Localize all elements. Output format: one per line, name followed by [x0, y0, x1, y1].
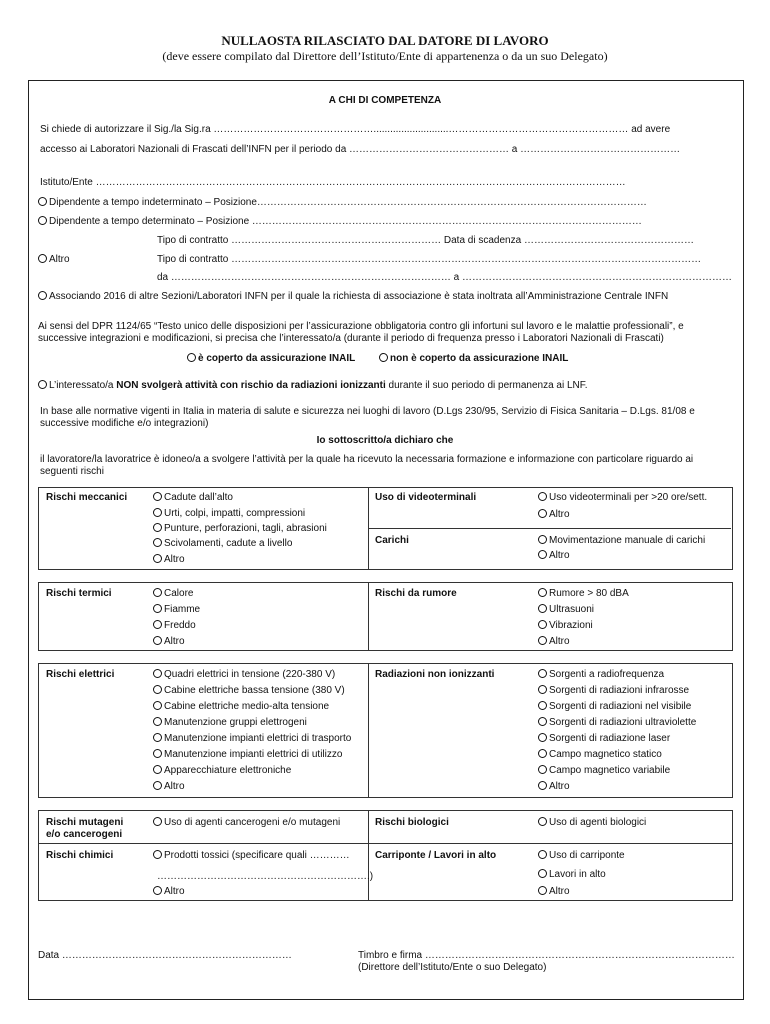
option-non-ionizzanti-1[interactable]: Sorgenti di radiazioni infrarosse — [538, 685, 689, 697]
radio-icon[interactable] — [538, 886, 547, 895]
table-divider — [368, 663, 369, 797]
label-rischi-rumore: Rischi da rumore — [375, 588, 457, 599]
document-subtitle: (deve essere compilato dal Direttore dell’Istituto/Ente di appartenenza o da un suo Delegato) — [162, 49, 608, 63]
option-non-ionizzanti-2[interactable]: Sorgenti di radiazioni nel visibile — [538, 701, 691, 713]
signature-field: Timbro e firma ………………………………………………………………………………… — [358, 950, 735, 961]
option-elettrici-2[interactable]: Cabine elettriche medio-alta tensione — [153, 701, 329, 713]
option-elettrici-0[interactable]: Quadri elettrici in tensione (220-380 V) — [153, 669, 335, 681]
radio-icon[interactable] — [153, 508, 162, 517]
option-coperto-inail[interactable]: è coperto da assicurazione INAIL — [187, 353, 355, 365]
option-chimici-0[interactable]: Prodotti tossici (specificare quali ………… — [153, 850, 350, 862]
option-elettrici-3[interactable]: Manutenzione gruppi elettrogeni — [153, 717, 307, 729]
option-rumore-2[interactable]: Vibrazioni — [538, 620, 593, 632]
period-line: da ………………………………………………………………………… a ……………………………………………………………………… — [157, 272, 733, 283]
radio-icon[interactable] — [153, 886, 162, 895]
normative-line2: successive modifiche e/o integrazioni) — [40, 418, 209, 429]
option-meccanici-0[interactable]: Cadute dall’alto — [153, 492, 233, 504]
radio-icon[interactable] — [153, 554, 162, 563]
option-termici-0[interactable]: Calore — [153, 588, 193, 600]
section-heading: A CHI DI COMPETENZA — [328, 95, 442, 106]
radio-icon[interactable] — [38, 380, 47, 389]
radio-icon[interactable] — [153, 636, 162, 645]
normative-line1: In base alle normative vigenti in Italia in materia di salute e sicurezza nei luoghi di lavoro (D.Lgs 230/95, Servizio di Fisica Sanitaria – D.Lgs. 81/08 e — [40, 406, 695, 417]
table-divider — [368, 528, 731, 529]
label-carriponte: Carriponte / Lavori in alto — [375, 850, 497, 861]
radio-icon[interactable] — [153, 492, 162, 501]
option-rumore-3[interactable]: Altro — [538, 636, 570, 648]
option-termici-2[interactable]: Freddo — [153, 620, 196, 632]
label-rischi-chimici: Rischi chimici — [46, 850, 114, 861]
option-chimici-altro[interactable]: Altro — [153, 886, 185, 898]
option-biologici-0[interactable]: Uso di agenti biologici — [538, 817, 646, 829]
radio-icon[interactable] — [538, 620, 547, 629]
radio-icon[interactable] — [153, 538, 162, 547]
option-elettrici-5[interactable]: Manutenzione impianti elettrici di utilizzo — [153, 749, 342, 761]
radio-icon[interactable] — [538, 817, 547, 826]
option-dipendente-determinato[interactable]: Dipendente a tempo determinato – Posizione ……………………………………………………………………………………………………… — [38, 216, 642, 228]
radio-icon[interactable] — [538, 850, 547, 859]
radio-icon[interactable] — [379, 353, 388, 362]
option-meccanici-1[interactable]: Urti, colpi, impatti, compressioni — [153, 508, 305, 520]
option-videoterminali-1[interactable]: Altro — [538, 509, 570, 521]
option-non-radiazioni-ionizzanti[interactable]: L’interessato/a NON svolgerà attività con rischio da radiazioni ionizzanti durante il suo periodo di permanenza ai LNF. — [38, 380, 588, 392]
option-meccanici-4[interactable]: Altro — [153, 554, 185, 566]
option-elettrici-1[interactable]: Cabine elettriche bassa tensione (380 V) — [153, 685, 345, 697]
option-meccanici-3[interactable]: Scivolamenti, cadute a livello — [153, 538, 292, 550]
label-rischi-termici: Rischi termici — [46, 588, 112, 599]
option-non-coperto-inail[interactable]: non è coperto da assicurazione INAIL — [379, 353, 568, 365]
radio-icon[interactable] — [538, 781, 547, 790]
label-rischi-biologici: Rischi biologici — [375, 817, 449, 828]
radio-icon[interactable] — [153, 717, 162, 726]
label-rischi-mutageni-line2: e/o cancerogeni — [46, 829, 123, 840]
radio-icon[interactable] — [538, 636, 547, 645]
tipo-contratto-line: Tipo di contratto ……………………………………………………… Data di scadenza …………………………………………… — [157, 235, 694, 246]
dpr-paragraph-line2: successive integrazioni e modificazioni, si precisa che l’interessato/a (durante il periodo di frequenza presso i Laboratori Nazionali di Frascati) — [38, 333, 664, 344]
label-rischi-elettrici: Rischi elettrici — [46, 669, 115, 680]
radio-icon[interactable] — [538, 604, 547, 613]
radio-icon[interactable] — [153, 817, 162, 826]
radio-icon[interactable] — [38, 254, 47, 263]
option-rumore-1[interactable]: Ultrasuoni — [538, 604, 594, 616]
radio-icon[interactable] — [538, 685, 547, 694]
option-mutageni-0[interactable]: Uso di agenti cancerogeni e/o mutageni — [153, 817, 340, 829]
risk-table-3 — [38, 663, 733, 798]
radio-icon[interactable] — [538, 765, 547, 774]
label-rischi-meccanici: Rischi meccanici — [46, 492, 128, 503]
date-field: Data …………………………………………………………… — [38, 950, 292, 961]
option-termici-3[interactable]: Altro — [153, 636, 185, 648]
option-termici-1[interactable]: Fiamme — [153, 604, 200, 616]
option-elettrici-6[interactable]: Apparecchiature elettroniche — [153, 765, 291, 777]
option-associando[interactable]: Associando 2016 di altre Sezioni/Laboratori INFN per il quale la richiesta di associazione è stata inoltrata all’Amministrazione Centrale INFN — [38, 291, 668, 303]
option-elettrici-7[interactable]: Altro — [153, 781, 185, 793]
option-non-ionizzanti-4[interactable]: Sorgenti di radiazione laser — [538, 733, 670, 745]
radio-icon[interactable] — [153, 523, 162, 532]
tipo-contratto-altro-line: Tipo di contratto …………………………………………………………………………………………………………………………… — [157, 254, 702, 265]
radio-icon[interactable] — [538, 717, 547, 726]
institute-line: Istituto/Ente …………………………………………………………………………………………………………………………………………… — [40, 177, 626, 188]
label-rischi-mutageni: Rischi mutageni — [46, 817, 124, 828]
chimici-specify-line: ……………………………………………………….) — [157, 871, 374, 882]
dpr-paragraph-line1: Ai sensi del DPR 1124/65 “Testo unico delle disposizioni per l’assicurazione obbligatoria contro gli infortuni sul lavoro e le malattie professionali”, e — [38, 321, 684, 332]
option-meccanici-2[interactable]: Punture, perforazioni, tagli, abrasioni — [153, 523, 327, 535]
option-carriponte-1[interactable]: Lavori in alto — [538, 869, 606, 881]
table-divider — [368, 582, 369, 650]
radio-icon[interactable] — [153, 604, 162, 613]
option-non-ionizzanti-3[interactable]: Sorgenti di radiazioni ultraviolette — [538, 717, 696, 729]
option-carichi-1[interactable]: Altro — [538, 550, 570, 562]
idoneo-line1: il lavoratore/la lavoratrice è idoneo/a a svolgere l’attività per la quale ha ricevuto la necessaria formazione e informazione con particolare riguardo ai — [40, 454, 694, 465]
radio-icon[interactable] — [153, 701, 162, 710]
option-rumore-0[interactable]: Rumore > 80 dBA — [538, 588, 629, 600]
radio-icon[interactable] — [153, 588, 162, 597]
radio-icon[interactable] — [153, 685, 162, 694]
radio-icon[interactable] — [153, 749, 162, 758]
radio-icon[interactable] — [153, 850, 162, 859]
option-elettrici-4[interactable]: Manutenzione impianti elettrici di trasporto — [153, 733, 351, 745]
radio-icon[interactable] — [538, 869, 547, 878]
option-carriponte-2[interactable]: Altro — [538, 886, 570, 898]
label-radiazioni-non-ionizzanti: Radiazioni non ionizzanti — [375, 669, 495, 680]
document-title: NULLAOSTA RILASCIATO DAL DATORE DI LAVORO — [221, 33, 549, 48]
option-carriponte-0[interactable]: Uso di carriponte — [538, 850, 625, 862]
radio-icon[interactable] — [38, 197, 47, 206]
option-non-ionizzanti-0[interactable]: Sorgenti a radiofrequenza — [538, 669, 664, 681]
radio-icon[interactable] — [187, 353, 196, 362]
option-videoterminali-0[interactable]: Uso videoterminali per >20 ore/sett. — [538, 492, 707, 504]
radio-icon[interactable] — [538, 550, 547, 559]
radio-icon[interactable] — [538, 733, 547, 742]
idoneo-line2: seguenti rischi — [40, 466, 104, 477]
radio-icon[interactable] — [153, 733, 162, 742]
access-line: accesso ai Laboratori Nazionali di Frascati dell’INFN per il periodo da ………………………………………… a ………………………………………… — [40, 144, 681, 155]
option-non-ionizzanti-7[interactable]: Altro — [538, 781, 570, 793]
radio-icon[interactable] — [153, 765, 162, 774]
signature-caption: (Direttore dell’Istituto/Ente o suo Delegato) — [358, 962, 547, 973]
radio-icon[interactable] — [153, 669, 162, 678]
label-videoterminali: Uso di videoterminali — [375, 492, 477, 503]
option-non-ionizzanti-6[interactable]: Campo magnetico variabile — [538, 765, 670, 777]
radio-icon[interactable] — [38, 291, 47, 300]
option-carichi-0[interactable]: Movimentazione manuale di carichi — [538, 535, 705, 547]
dichiaro-heading: Io sottoscritto/a dichiaro che — [316, 435, 454, 446]
request-line: Si chiede di autorizzare il Sig./la Sig.ra …………………………………………...........................……………………………………………… ad avere — [40, 124, 671, 135]
radio-icon[interactable] — [538, 701, 547, 710]
radio-icon[interactable] — [153, 620, 162, 629]
table-divider — [368, 810, 369, 900]
radio-icon[interactable] — [153, 781, 162, 790]
option-altro[interactable]: Altro — [38, 254, 70, 266]
option-dipendente-indeterminato[interactable]: Dipendente a tempo indeterminato – Posizione……………………………………………………………………………………………………… — [38, 197, 647, 209]
radio-icon[interactable] — [38, 216, 47, 225]
radio-icon[interactable] — [538, 535, 547, 544]
radio-icon[interactable] — [538, 588, 547, 597]
radio-icon[interactable] — [538, 749, 547, 758]
radio-icon[interactable] — [538, 509, 547, 518]
table-divider — [38, 843, 732, 844]
option-non-ionizzanti-5[interactable]: Campo magnetico statico — [538, 749, 662, 761]
radio-icon[interactable] — [538, 669, 547, 678]
label-carichi: Carichi — [375, 535, 409, 546]
radio-icon[interactable] — [538, 492, 547, 501]
